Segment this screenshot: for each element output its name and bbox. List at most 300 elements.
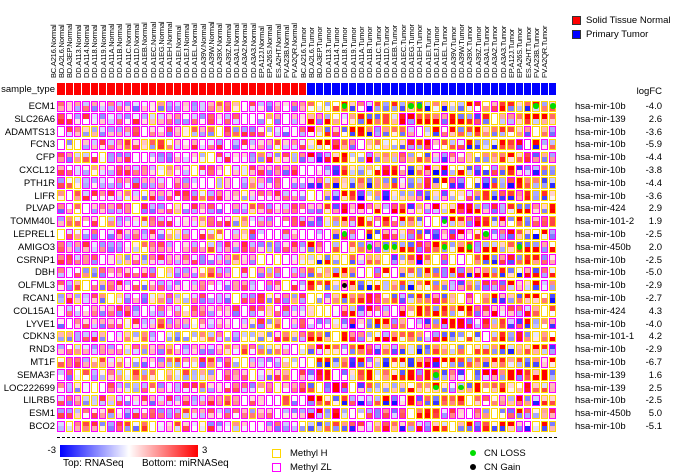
heatmap-cell	[74, 382, 81, 393]
heatmap-cell	[374, 229, 381, 240]
mirnaseq-half	[267, 324, 272, 329]
mirnaseq-half	[375, 285, 380, 290]
mirnaseq-half	[375, 260, 380, 265]
heatmap-cell	[166, 369, 173, 380]
heatmap-cell	[416, 357, 423, 368]
mirnaseq-half	[550, 413, 555, 418]
mirnaseq-half	[233, 388, 238, 393]
mirnaseq-half	[533, 426, 538, 431]
mirnaseq-half	[117, 170, 122, 175]
mirnaseq-half	[467, 119, 472, 124]
heatmap-cell	[441, 113, 448, 124]
mirnaseq-half	[475, 106, 480, 111]
heatmap-cell	[507, 267, 514, 278]
heatmap-cell	[316, 139, 323, 150]
mirnaseq-half	[225, 247, 230, 252]
mirnaseq-half	[233, 349, 238, 354]
heatmap-cell	[232, 331, 239, 342]
sample-type-cell	[241, 83, 248, 96]
heatmap-cell	[299, 229, 306, 240]
heatmap-cell	[116, 280, 123, 291]
mirnaseq-half	[242, 311, 247, 316]
mirnaseq-half	[233, 234, 238, 239]
mirnaseq-half	[283, 362, 288, 367]
heatmap-cell	[507, 344, 514, 355]
mirnaseq-half	[225, 260, 230, 265]
heatmap-cell	[482, 267, 489, 278]
mirnaseq-half	[167, 145, 172, 150]
mirnaseq-half	[392, 119, 397, 124]
mirnaseq-half	[167, 247, 172, 252]
mirnaseq-half	[233, 170, 238, 175]
mirnaseq-half	[342, 349, 347, 354]
mirnaseq-half	[508, 298, 513, 303]
heatmap-cell	[182, 382, 189, 393]
heatmap-cell	[432, 216, 439, 227]
mirnaseq-half	[508, 119, 513, 124]
heatmap-cell	[307, 177, 314, 188]
heatmap-cell	[291, 382, 298, 393]
heatmap-cell	[549, 152, 556, 163]
mirnaseq-half	[133, 221, 138, 226]
mirnaseq-half	[100, 183, 105, 188]
mirnaseq-half	[375, 362, 380, 367]
mirnaseq-half	[208, 298, 213, 303]
heatmap-cell	[466, 139, 473, 150]
heatmap-cell	[407, 357, 414, 368]
mirnaseq-half	[442, 106, 447, 111]
heatmap-cell	[357, 369, 364, 380]
mirnaseq-half	[142, 234, 147, 239]
heatmap-cell	[549, 395, 556, 406]
heatmap-cell	[449, 101, 456, 112]
mirnaseq-half	[117, 298, 122, 303]
heatmap-cell	[491, 331, 498, 342]
mirnaseq-half	[92, 157, 97, 162]
heatmap-cell	[266, 229, 273, 240]
mirnaseq-half	[308, 260, 313, 265]
mirnaseq-half	[500, 221, 505, 226]
heatmap-cell	[124, 421, 131, 432]
heatmap-cell	[516, 101, 523, 112]
heatmap-cell	[232, 254, 239, 265]
heatmap-cell	[507, 318, 514, 329]
heatmap-cell	[291, 293, 298, 304]
heatmap-cell	[157, 344, 164, 355]
heatmap-cell	[99, 113, 106, 124]
heatmap-cell	[116, 357, 123, 368]
heatmap-cell	[132, 241, 139, 252]
heatmap-cell	[382, 382, 389, 393]
heatmap-cell	[74, 190, 81, 201]
heatmap-cell	[241, 331, 248, 342]
mirnaseq-half	[333, 209, 338, 214]
heatmap-cell	[57, 139, 64, 150]
mirnaseq-half	[133, 349, 138, 354]
mirnaseq-half	[400, 247, 405, 252]
heatmap-cell	[507, 126, 514, 137]
mirnaseq-half	[317, 247, 322, 252]
mirnaseq-half	[92, 273, 97, 278]
heatmap-cell	[199, 395, 206, 406]
heatmap-cell	[482, 369, 489, 380]
mirnaseq-half	[542, 209, 547, 214]
mirnaseq-half	[400, 285, 405, 290]
mirnaseq-half	[217, 285, 222, 290]
mirnaseq-half	[217, 196, 222, 201]
heatmap-cell	[424, 216, 431, 227]
mirnaseq-half	[125, 209, 130, 214]
heatmap-cell	[91, 229, 98, 240]
cn-loss-marker	[408, 103, 414, 109]
mirnaseq-half	[325, 234, 330, 239]
heatmap-cell	[66, 139, 73, 150]
heatmap-cell	[299, 152, 306, 163]
color-scale-max-label: 3	[202, 445, 208, 456]
mirnaseq-half	[317, 349, 322, 354]
mirnaseq-half	[350, 337, 355, 342]
heatmap-cell	[382, 293, 389, 304]
heatmap-cell	[424, 280, 431, 291]
heatmap-cell	[349, 177, 356, 188]
heatmap-cell	[432, 344, 439, 355]
mirnaseq-half	[300, 285, 305, 290]
cn-loss-marker	[342, 103, 348, 109]
heatmap-cell	[424, 357, 431, 368]
heatmap-cell	[182, 280, 189, 291]
mirnaseq-half	[117, 157, 122, 162]
heatmap-cell	[549, 165, 556, 176]
heatmap-cell	[232, 357, 239, 368]
mirnaseq-half	[308, 247, 313, 252]
heatmap-cell	[182, 395, 189, 406]
mirnaseq-half	[58, 145, 63, 150]
heatmap-cell	[282, 280, 289, 291]
heatmap-cell	[416, 408, 423, 419]
mirnaseq-half	[358, 273, 363, 278]
heatmap-cell	[99, 177, 106, 188]
heatmap-cell	[149, 331, 156, 342]
mirnaseq-half	[250, 170, 255, 175]
heatmap-cell	[274, 101, 281, 112]
mirnaseq-half	[342, 413, 347, 418]
mirnaseq-half	[150, 145, 155, 150]
heatmap-cell	[274, 254, 281, 265]
mirnaseq-half	[500, 298, 505, 303]
color-scale-top-caption: Top: RNASeq	[63, 458, 124, 469]
heatmap-cell	[499, 357, 506, 368]
sample-type-cell	[349, 83, 356, 96]
mirnaseq-half	[492, 119, 497, 124]
mirna-label: hsa-mir-424	[575, 305, 626, 317]
mirnaseq-half	[242, 337, 247, 342]
sample-type-cell	[516, 83, 523, 96]
mirnaseq-half	[258, 132, 263, 137]
heatmap-cell	[207, 318, 214, 329]
heatmap-cell	[199, 280, 206, 291]
heatmap-cell	[424, 139, 431, 150]
heatmap-cell	[349, 229, 356, 240]
mirnaseq-half	[467, 106, 472, 111]
mirnaseq-half	[450, 388, 455, 393]
mirnaseq-half	[425, 273, 430, 278]
heatmap-cell	[332, 165, 339, 176]
heatmap-cell	[66, 101, 73, 112]
heatmap-cell	[166, 190, 173, 201]
heatmap-cell	[216, 318, 223, 329]
heatmap-cell	[74, 344, 81, 355]
heatmap-cell	[274, 113, 281, 124]
mirnaseq-half	[275, 285, 280, 290]
heatmap-cell	[324, 152, 331, 163]
mirnaseq-half	[183, 324, 188, 329]
heatmap-cell	[282, 113, 289, 124]
mirnaseq-half	[317, 285, 322, 290]
mirnaseq-half	[217, 375, 222, 380]
heatmap-cell	[399, 165, 406, 176]
mirnaseq-half	[475, 349, 480, 354]
heatmap-cell	[391, 177, 398, 188]
mirnaseq-half	[158, 145, 163, 150]
mirnaseq-half	[108, 413, 113, 418]
mirnaseq-half	[175, 157, 180, 162]
mirnaseq-half	[175, 170, 180, 175]
heatmap-cell	[291, 139, 298, 150]
heatmap-cell	[199, 408, 206, 419]
mirnaseq-half	[258, 413, 263, 418]
heatmap-cell	[374, 357, 381, 368]
logfc-value: -5.9	[645, 139, 662, 151]
heatmap-cell	[257, 254, 264, 265]
methyl-zl-swatch	[272, 463, 281, 472]
mirnaseq-half	[342, 157, 347, 162]
mirnaseq-half	[317, 260, 322, 265]
heatmap-cell	[166, 101, 173, 112]
heatmap-cell	[266, 216, 273, 227]
mirnaseq-half	[267, 132, 272, 137]
heatmap-cell	[216, 382, 223, 393]
heatmap-cell	[274, 267, 281, 278]
heatmap-cell	[516, 357, 523, 368]
heatmap-cell	[174, 382, 181, 393]
mirnaseq-half	[542, 324, 547, 329]
heatmap-cell	[482, 113, 489, 124]
mirnaseq-half	[275, 234, 280, 239]
heatmap-cell	[507, 408, 514, 419]
heatmap-cell	[124, 190, 131, 201]
mirnaseq-half	[467, 337, 472, 342]
heatmap-cell	[549, 369, 556, 380]
mirnaseq-half	[292, 119, 297, 124]
mirnaseq-half	[208, 388, 213, 393]
mirnaseq-half	[542, 311, 547, 316]
heatmap-cell	[357, 344, 364, 355]
heatmap-cell	[107, 267, 114, 278]
mirnaseq-half	[483, 119, 488, 124]
heatmap-cell	[424, 190, 431, 201]
heatmap-cell	[516, 126, 523, 137]
mirnaseq-half	[350, 157, 355, 162]
heatmap-cell	[516, 203, 523, 214]
mirnaseq-half	[208, 106, 213, 111]
mirnaseq-half	[125, 375, 130, 380]
mirnaseq-half	[200, 337, 205, 342]
mirnaseq-half	[150, 375, 155, 380]
heatmap-cell	[57, 331, 64, 342]
mirnaseq-half	[267, 183, 272, 188]
heatmap-cell	[124, 408, 131, 419]
heatmap-cell	[266, 344, 273, 355]
mirnaseq-half	[217, 337, 222, 342]
heatmap-cell	[174, 241, 181, 252]
heatmap-cell	[449, 267, 456, 278]
heatmap-cell	[74, 280, 81, 291]
heatmap-cell	[116, 113, 123, 124]
mirnaseq-half	[408, 145, 413, 150]
mirnaseq-half	[300, 119, 305, 124]
heatmap-cell	[149, 216, 156, 227]
heatmap-cell	[166, 254, 173, 265]
mirnaseq-half	[200, 401, 205, 406]
heatmap-cell	[516, 421, 523, 432]
heatmap-cell	[232, 177, 239, 188]
mirnaseq-half	[517, 337, 522, 342]
mirnaseq-half	[175, 234, 180, 239]
heatmap-cell	[232, 267, 239, 278]
mirnaseq-half	[192, 337, 197, 342]
heatmap-cell	[224, 165, 231, 176]
mirnaseq-half	[58, 388, 63, 393]
heatmap-cell	[199, 293, 206, 304]
mirnaseq-half	[258, 247, 263, 252]
heatmap-cell	[382, 190, 389, 201]
mirnaseq-half	[250, 221, 255, 226]
heatmap-cell	[307, 369, 314, 380]
mirnaseq-half	[392, 388, 397, 393]
sample-type-cell	[457, 83, 464, 96]
mirnaseq-half	[375, 426, 380, 431]
mirnaseq-half	[333, 362, 338, 367]
mirnaseq-half	[192, 260, 197, 265]
heatmap-cell	[232, 280, 239, 291]
mirnaseq-half	[192, 183, 197, 188]
heatmap-cell	[507, 229, 514, 240]
heatmap-cell	[499, 369, 506, 380]
heatmap-cell	[166, 203, 173, 214]
column-label: DD.A11D.Normal	[131, 23, 141, 78]
heatmap-cell	[457, 203, 464, 214]
heatmap-cell	[132, 177, 139, 188]
mirnaseq-half	[483, 349, 488, 354]
heatmap-cell	[524, 139, 531, 150]
heatmap-cell	[416, 203, 423, 214]
mirnaseq-half	[225, 362, 230, 367]
mirnaseq-half	[175, 221, 180, 226]
mirnaseq-half	[242, 247, 247, 252]
heatmap-cell	[216, 152, 223, 163]
mirnaseq-half	[325, 106, 330, 111]
heatmap-cell	[207, 190, 214, 201]
heatmap-cell	[524, 165, 531, 176]
heatmap-cell	[357, 101, 364, 112]
mirnaseq-half	[542, 388, 547, 393]
heatmap-cell	[266, 203, 273, 214]
heatmap-cell	[307, 203, 314, 214]
heatmap-cell	[466, 165, 473, 176]
mirnaseq-half	[142, 362, 147, 367]
heatmap-cell	[491, 318, 498, 329]
heatmap-cell	[507, 241, 514, 252]
logfc-value: -4.4	[645, 152, 662, 164]
heatmap-cell	[349, 241, 356, 252]
mirnaseq-half	[542, 413, 547, 418]
mirnaseq-half	[142, 209, 147, 214]
heatmap-cell	[141, 139, 148, 150]
heatmap-cell	[407, 382, 414, 393]
column-label: EP.A26S.Normal	[265, 25, 275, 78]
mirnaseq-half	[525, 426, 530, 431]
heatmap-cell	[182, 152, 189, 163]
heatmap-cell	[541, 101, 548, 112]
heatmap-cell	[157, 305, 164, 316]
mirnaseq-half	[125, 311, 130, 316]
mirnaseq-half	[342, 196, 347, 201]
mirnaseq-half	[300, 426, 305, 431]
heatmap-cell	[549, 229, 556, 240]
mirnaseq-half	[117, 337, 122, 342]
mirnaseq-half	[267, 260, 272, 265]
mirnaseq-half	[450, 273, 455, 278]
heatmap-cell	[174, 318, 181, 329]
heatmap-cell	[224, 177, 231, 188]
heatmap-cell	[474, 229, 481, 240]
mirnaseq-half	[517, 119, 522, 124]
mirnaseq-half	[508, 324, 513, 329]
logfc-value: -3.6	[645, 190, 662, 202]
mirnaseq-half	[467, 145, 472, 150]
heatmap-cell	[357, 216, 364, 227]
heatmap-cell	[291, 254, 298, 265]
heatmap-cell	[157, 113, 164, 124]
heatmap-cell	[57, 357, 64, 368]
heatmap-cell	[299, 280, 306, 291]
heatmap-cell	[382, 113, 389, 124]
mirnaseq-half	[425, 337, 430, 342]
mirnaseq-half	[250, 349, 255, 354]
heatmap-cell	[432, 318, 439, 329]
heatmap-cell	[474, 241, 481, 252]
heatmap-cell	[149, 152, 156, 163]
methyl-h-label: Methyl H	[290, 448, 328, 459]
heatmap-cell	[374, 190, 381, 201]
heatmap-cell	[74, 126, 81, 137]
heatmap-cell	[91, 203, 98, 214]
heatmap-cell	[207, 241, 214, 252]
sample-type-cell	[491, 83, 498, 96]
mirnaseq-half	[542, 170, 547, 175]
heatmap-cell	[341, 139, 348, 150]
mirnaseq-half	[208, 145, 213, 150]
column-label: DD.A11A.Tumor	[356, 26, 366, 78]
methyl-zl-label: Methyl ZL	[290, 462, 332, 473]
heatmap-cell	[324, 293, 331, 304]
mirnaseq-half	[367, 145, 372, 150]
mirnaseq-half	[392, 375, 397, 380]
column-label: DD.A11D.Tumor	[381, 26, 391, 78]
heatmap-cell	[399, 331, 406, 342]
heatmap-cell	[374, 165, 381, 176]
sample-type-cell	[116, 83, 123, 96]
